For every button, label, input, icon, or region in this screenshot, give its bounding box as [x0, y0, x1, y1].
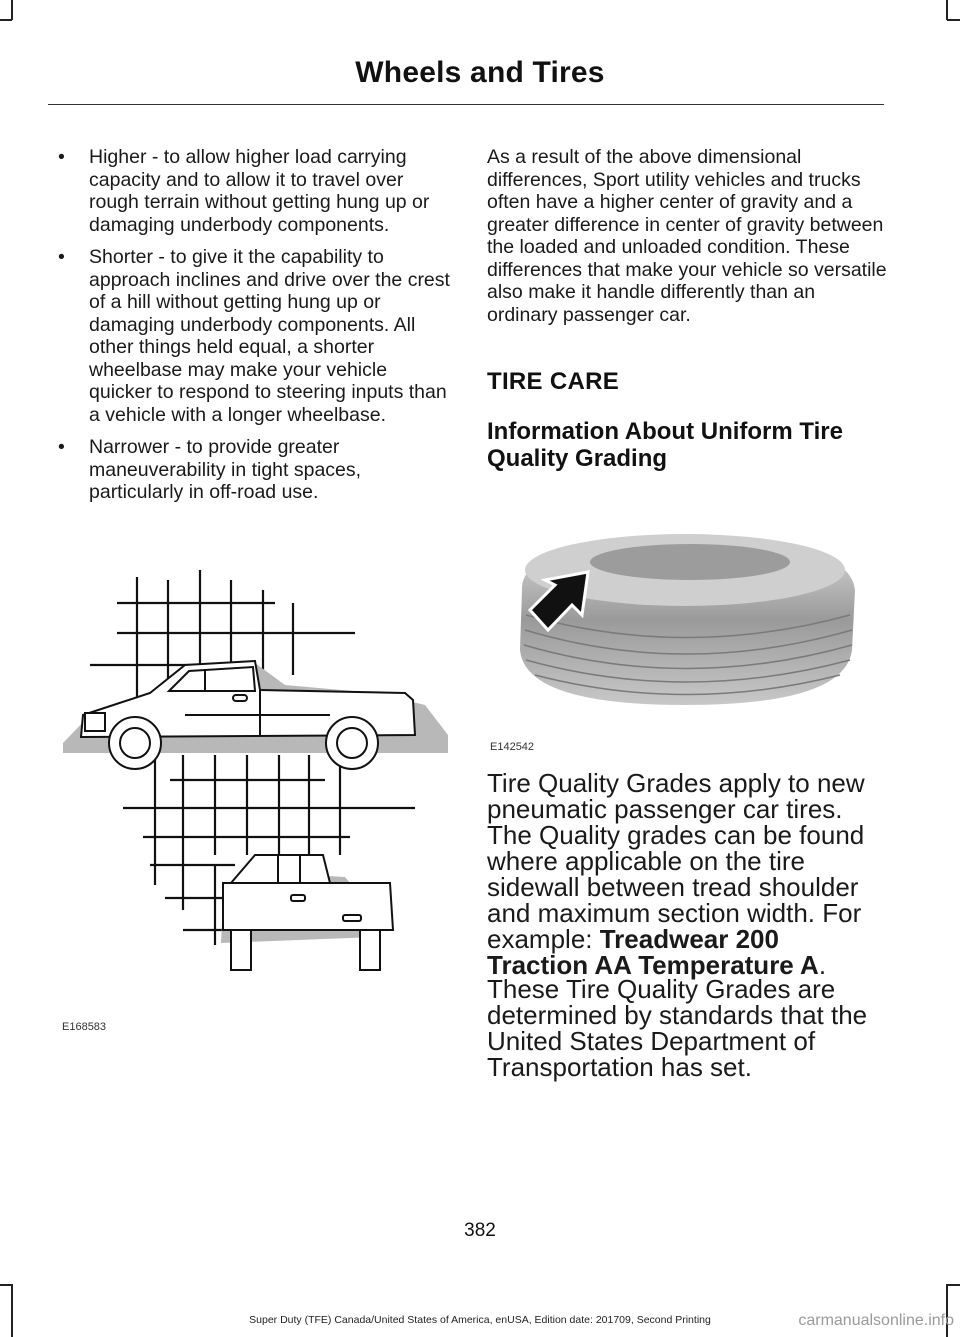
section-heading-tire-care: TIRE CARE [487, 368, 620, 395]
dimension-bullet-list [58, 146, 454, 504]
sub-heading-utqg: Information About Uniform Tire Quality Grading [487, 418, 843, 472]
bullet-text: Narrower - to provide greater maneuverability in tight spaces, particularly in off-road use. [89, 436, 362, 503]
list-item [58, 246, 454, 426]
page-number: 382 [464, 1220, 496, 1241]
bullet-icon: • [58, 146, 65, 168]
crop-mark [946, 0, 948, 20]
grades-paragraph [487, 770, 887, 978]
figure-id-truck: E168583 [62, 1021, 107, 1033]
left-column [58, 146, 454, 514]
bullet-icon: • [58, 246, 65, 268]
page-header-title: Wheels and Tires [355, 56, 605, 89]
edition-footer: Super Duty (TFE) Canada/United States of America, enUSA, Edition date: 201709, Second Printing [249, 1314, 711, 1326]
crop-mark [11, 1284, 13, 1337]
list-item [58, 436, 454, 504]
list-item [58, 146, 454, 236]
crop-mark [947, 1284, 960, 1286]
crop-mark [0, 19, 12, 21]
watermark: carmanualsonline.info [798, 1312, 954, 1329]
crop-mark [11, 0, 13, 20]
truck-rear-icon [223, 855, 393, 970]
grades-period: . [818, 950, 827, 980]
bullet-icon: • [58, 436, 65, 458]
bullet-text: Higher - to allow higher load carrying capacity and to allow it to travel over rough terrain without getting hung up or damaging underbody components. [89, 146, 430, 236]
right-column [487, 146, 887, 326]
tire-rim-hole [590, 544, 790, 580]
crop-mark [0, 1284, 12, 1286]
tire-figure [500, 520, 870, 720]
crop-mark [947, 19, 960, 21]
figure-id-tire: E142542 [490, 741, 535, 753]
intro-paragraph: As a result of the above dimensional differences, Sport utility vehicles and trucks often have a higher center of gravity and a greater difference in center of gravity between the loaded and unloaded condition. These differences that make your vehicle so versatile also make it handle differently than an ordinary passenger car. [487, 146, 887, 326]
grades-example: Treadwear 200 Traction AA Temperature A [487, 924, 819, 980]
grades-paragraph-text: Tire Quality Grades apply to new pneumatic passenger car tires. The Quality grades can be found where applicable on the tire sidewall between tread shoulder and maximum section width. For example: [487, 768, 865, 954]
bullet-text: Shorter - to give it the capability to approach inclines and drive over the crest of a hill without getting hung up or damaging underbody components. All other things held equal, a shorter wheelbase may make your vehicle quicker to respond to steering inputs than a vehicle with a longer wheelbase. [89, 246, 450, 426]
truck-dimensions-figure [55, 565, 455, 995]
standards-paragraph: These Tire Quality Grades are determined by standards that the United States Department of Transportation has set. [487, 974, 868, 1082]
header-divider [48, 104, 884, 105]
